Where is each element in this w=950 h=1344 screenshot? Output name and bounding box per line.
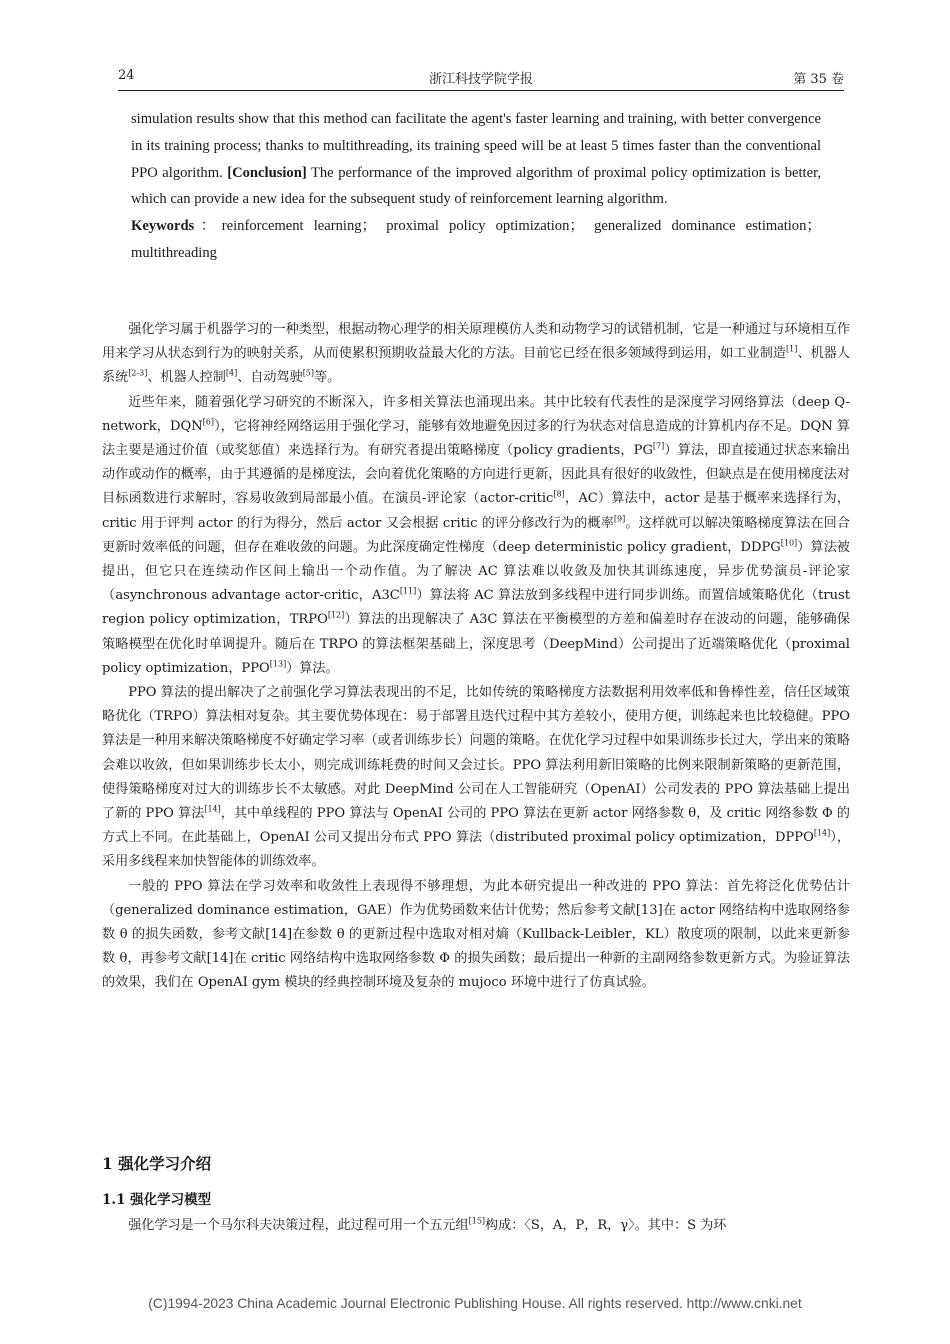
text-run: 、机器人控制 <box>147 370 226 386</box>
text-run: PPO 算法的提出解决了之前强化学习算法表现出的不足，比如传统的策略梯度方法数据利用效率低和鲁棒性差，信任区域策略优化（TRPO）算法相对复杂。其主要优势体现在：易于部署且迭代过程中其方差较小，使用方便，训练起来也比较稳健。PPO 算法是一种用来解决策略梯度不好确定学习率（或者训练步长）问题的策略。在优化学习过程中如果训练步长过大，学出来的策略会难以收敛，但如果训练步长太小，则完成训练耗费的时间又会过长。PPO 算法利用新旧策略的比例来限制新策略的更新范围，使得策略梯度对过大的训练步长不太敏感。对此 DeepMind 公司在人工智能研究（OpenAI）公司发表的 PPO 算法基础上提出了新的 PPO 算法 <box>102 685 850 822</box>
text-run: ）算法被提出，但它只在连续动作区间上输出一个动作值。为了解决 AC 算法难以收敛及加快其训练速度，异步优势演员-评论家（asynchronous advantage actor-critic，A3C <box>102 539 850 604</box>
running-header <box>118 66 844 91</box>
text-run: ）算法的出现解决了 A3C 算法在平衡模型的方差和偏差时存在波动的问题，能够确保策略模型在优化时单调提升。随后在 TRPO 的算法框架基础上，深度思考（DeepMind）公司提出了近端策略优化（proximal policy optimization，PPO <box>102 612 850 676</box>
page-number: 24 <box>118 68 135 83</box>
text-run: 一般的 PPO 算法在学习效率和收敛性上表现得不够理想，为此本研究提出一种改进的 PPO 算法：首先将泛化优势估计（generalized dominance estimation，GAE）作为优势函数来估计优势；然后参考文献[13]在 actor 网络结构中选取网络参数 θ 的损失函数，参考文献[14]在参数 θ 的更新过程中选取对相对熵（Kullback-Leibler，KL）散度项的限制，以此来更新参数 θ，再参考文献[14]在 critic 网络结构中选取网络参数 Φ 的损失函数；最后提出一种新的主副网络参数更新方式。为验证算法的效果，我们在 OpenAI gym 模块的经典控制环境及复杂的 mujoco 环境中进行了仿真试验。 <box>102 878 850 991</box>
text-run: 强化学习是一个马尔科夫决策过程，此过程可用一个五元组 <box>128 1218 469 1233</box>
copyright-footer: (C)1994-2023 China Academic Journal Electronic Publishing House. All rights reserved. http://www.cnki.net <box>148 1296 802 1311</box>
citation-ref: [13] <box>269 659 287 669</box>
text-run: 构成：〈S，A，P，R，γ〉。其中：S 为环 <box>485 1218 727 1233</box>
text-run: ，其中单线程的 PPO 算法与 OpenAI 公司的 PPO 算法在更新 actor 网络参数 θ，及 critic 网络参数 Φ 的方式上不同。在此基础上，OpenAI 公司又提出分布式 PPO 算法（distributed proximal policy optimization，DPPO <box>102 806 850 846</box>
paragraph <box>102 875 850 996</box>
text-run: ）算法，即直接通过状态来输出动作或动作的概率，由于其遵循的是梯度法，会向着优化策略的方向进行更新，因此具有很好的收敛性，但缺点是在使用梯度法对目标函数进行求解时，容易收敛到局部最小值。在演员-评论家（actor-critic <box>102 443 851 507</box>
abstract-text-part: simulation results show that this method can facilitate the agent's faster learning and training, with better convergence in its training process; thanks to multithreading, its training speed will be at least 5 times faster than the conventional PPO algorithm. <box>131 111 821 181</box>
citation-ref: [6] <box>202 417 214 427</box>
subsection-heading: 1.1 强化学习模型 <box>102 1192 212 1208</box>
citation-ref: [2-3] <box>128 369 148 379</box>
english-abstract <box>131 106 821 267</box>
keywords-list: ：reinforcement learning； proximal policy optimization； generalized dominance estimation； multithreading <box>131 218 821 261</box>
citation-ref: [14] <box>204 804 221 814</box>
paragraph <box>102 391 850 681</box>
citation-ref: [5] <box>302 369 315 379</box>
text-run: 强化学习属于机器学习的一种类型，根据动物心理学的相关原理模仿人类和动物学习的试错机制，它是一种通过与环境相互作用来学习从状态到行为的映射关系，从而使累积预期收益最大化的方法。目前它已经在很多领域得到运用，如工业制造 <box>102 322 850 362</box>
citation-ref: [7] <box>652 441 665 451</box>
journal-name: 浙江科技学院学报 <box>428 72 533 87</box>
section-heading: 1 强化学习介绍 <box>102 1154 212 1173</box>
text-run: 、机器人系统 <box>102 346 851 386</box>
paragraph <box>102 318 850 391</box>
text-run: ），采用多线程来加快智能体的训练效率。 <box>102 830 850 870</box>
text-run: ）算法。 <box>286 660 339 676</box>
abstract-text <box>131 106 821 213</box>
body-text <box>102 318 850 996</box>
paragraph <box>102 1214 850 1238</box>
citation-ref: [14] <box>813 828 831 838</box>
citation-ref: [4] <box>225 369 238 379</box>
text-run: 。这样就可以解决策略梯度算法在回合更新时效率低的问题，但存在难收敛的问题。为此深度确定性梯度（deep deterministic policy gradient，DDPG <box>102 515 850 555</box>
volume-label: 第 35 卷 <box>793 72 844 87</box>
text-run: ，AC）算法中，actor 是基于概率来选择行为，critic 用于评判 actor 的行为得分，然后 actor 又会根据 critic 的评分修改行为的概率 <box>102 491 850 531</box>
citation-ref: [11] <box>399 586 417 596</box>
text-run: ）算法将 AC 算法放到多线程中进行同步训练。而置信域策略优化（trust region policy optimization，TRPO <box>102 588 851 628</box>
text-run: ），它将神经网络运用于强化学习，能够有效地避免因过多的行为状态对信息造成的计算机内存不足。DQN 算法主要是通过价值（或奖惩值）来选择行为。有研究者提出策略梯度（policy gradients，PG <box>102 418 850 459</box>
citation-ref: [15] <box>468 1216 486 1226</box>
citation-ref: [10] <box>780 538 798 548</box>
paragraph <box>102 681 850 875</box>
text-run: 、自动驾驶 <box>237 370 303 386</box>
keywords-label: Keywords <box>131 218 195 235</box>
text-run: 近些年来，随着强化学习研究的不断深入，许多相关算法也涌现出来。其中比较有代表性的是深度学习网络算法（deep Q-network，DQN <box>102 394 850 434</box>
citation-ref: [1] <box>786 344 798 354</box>
citation-ref: [9] <box>613 514 626 524</box>
keywords <box>131 213 821 267</box>
abstract-text-part: The performance of the improved algorithm of proximal policy optimization is better, which can provide a new idea for the subsequent study of reinforcement learning algorithm. <box>131 164 821 208</box>
text-run: 等。 <box>314 370 341 386</box>
conclusion-label: [Conclusion] <box>227 164 307 181</box>
citation-ref: [8] <box>553 490 565 500</box>
citation-ref: [12] <box>327 611 345 621</box>
